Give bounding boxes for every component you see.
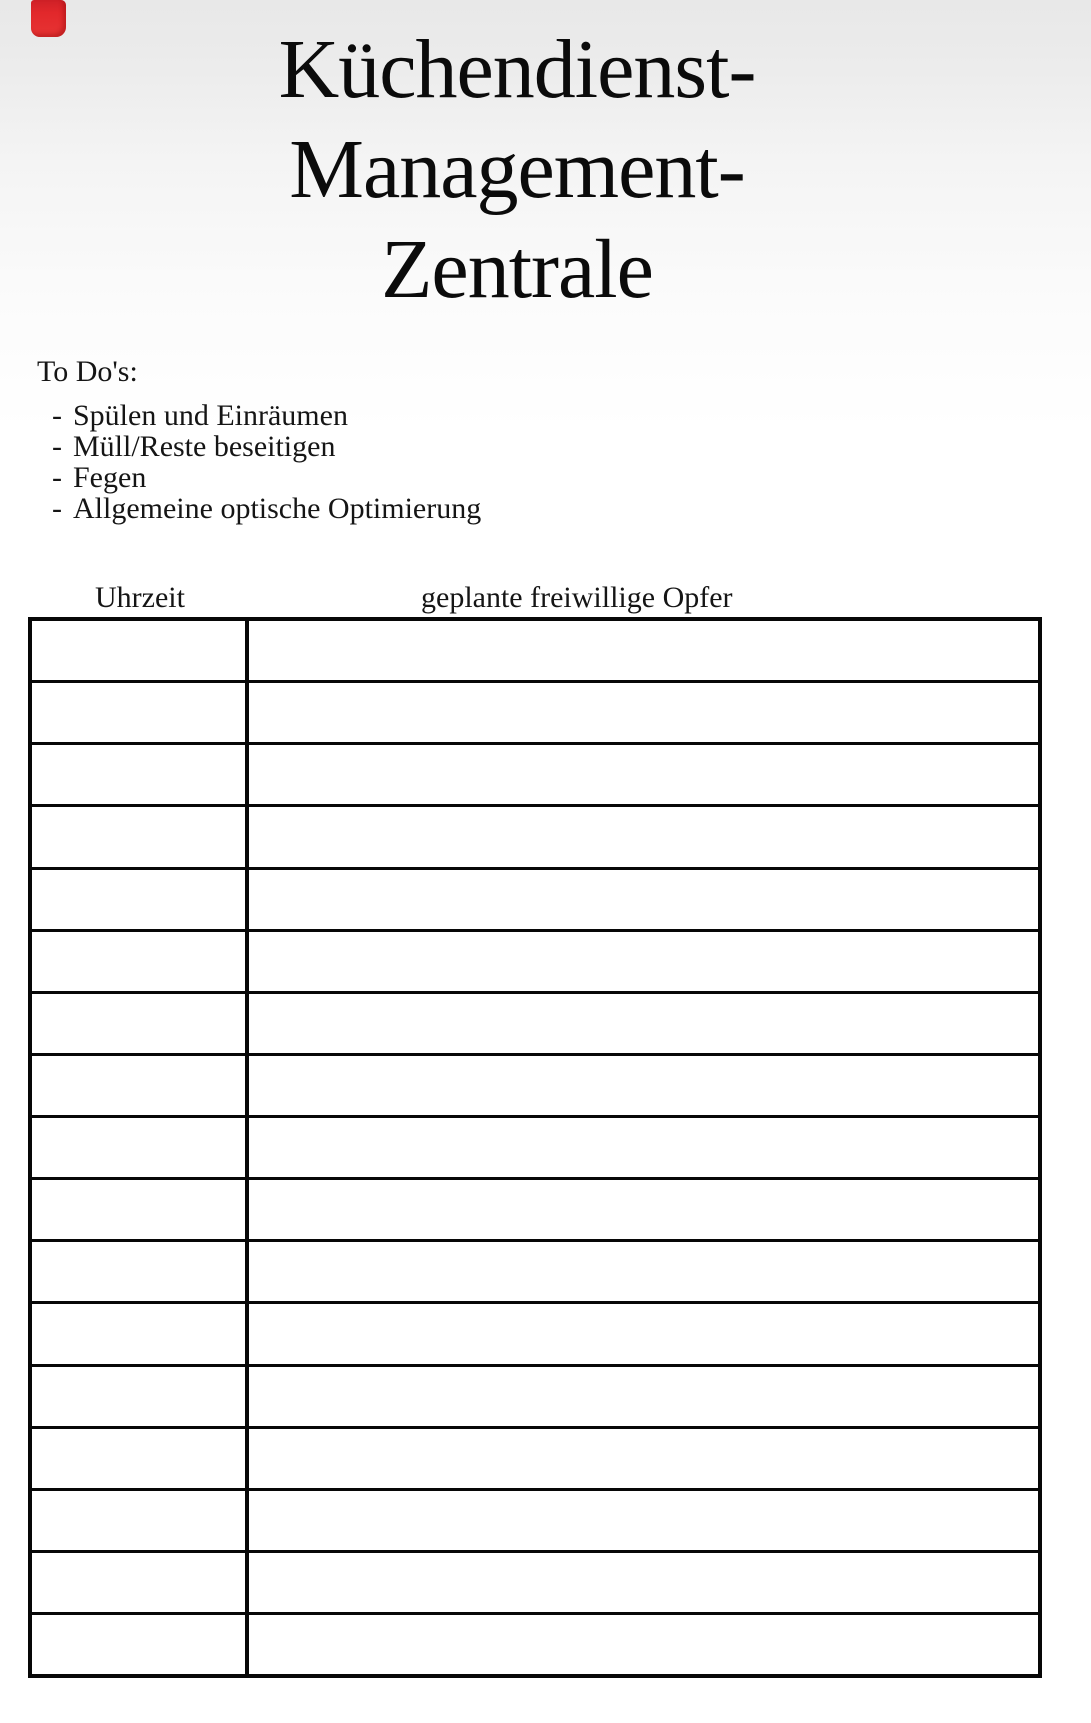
cell-uhrzeit: [32, 1118, 249, 1177]
column-header-uhrzeit: Uhrzeit: [95, 581, 185, 614]
cell-uhrzeit: [32, 1429, 249, 1488]
table-row: [32, 932, 1038, 994]
cell-opfer: [249, 1118, 1038, 1177]
schedule-table: [28, 617, 1042, 1678]
cell-uhrzeit: [32, 1056, 249, 1115]
todo-item-label: Allgemeine optische Optimierung: [73, 492, 482, 525]
bullet-dash: -: [52, 492, 62, 525]
table-row: [32, 1615, 1038, 1674]
title-line-1: Küchendienst-: [278, 23, 756, 116]
cell-opfer: [249, 621, 1038, 680]
cell-uhrzeit: [32, 1553, 249, 1612]
cell-opfer: [249, 1242, 1038, 1301]
cell-opfer: [249, 1429, 1038, 1488]
bullet-dash: -: [52, 430, 62, 463]
cell-uhrzeit: [32, 683, 249, 742]
bullet-dash: -: [52, 399, 62, 432]
cell-uhrzeit: [32, 932, 249, 991]
todo-item-label: Fegen: [73, 461, 147, 494]
cell-opfer: [249, 932, 1038, 991]
cell-uhrzeit: [32, 870, 249, 929]
todo-item: [52, 431, 481, 462]
cell-opfer: [249, 683, 1038, 742]
todos-heading: To Do's:: [37, 355, 138, 388]
table-row: [32, 1553, 1038, 1615]
todo-item: [52, 493, 481, 524]
todo-list: [52, 400, 481, 524]
cell-uhrzeit: [32, 1304, 249, 1363]
table-row: [32, 1367, 1038, 1429]
todo-item-label: Spülen und Einräumen: [73, 399, 348, 432]
column-header-opfer: geplante freiwillige Opfer: [421, 581, 733, 614]
cell-uhrzeit: [32, 1491, 249, 1550]
cell-uhrzeit: [32, 1615, 249, 1674]
cell-opfer: [249, 1553, 1038, 1612]
table-row: [32, 683, 1038, 745]
cell-opfer: [249, 994, 1038, 1053]
table-row: [32, 1491, 1038, 1553]
cell-uhrzeit: [32, 807, 249, 866]
cell-opfer: [249, 1304, 1038, 1363]
cell-opfer: [249, 1056, 1038, 1115]
table-row: [32, 1242, 1038, 1304]
cell-opfer: [249, 1367, 1038, 1426]
table-row: [32, 1429, 1038, 1491]
bullet-dash: -: [52, 461, 62, 494]
cell-opfer: [249, 1491, 1038, 1550]
page-title: [0, 20, 1034, 320]
todo-item-label: Müll/Reste beseitigen: [73, 430, 336, 463]
table-row: [32, 745, 1038, 807]
table-row: [32, 994, 1038, 1056]
title-line-2: Management-: [289, 123, 745, 216]
table-row: [32, 1180, 1038, 1242]
table-row: [32, 807, 1038, 869]
table-row: [32, 1056, 1038, 1118]
cell-opfer: [249, 807, 1038, 866]
todo-item: [52, 462, 481, 493]
cell-uhrzeit: [32, 621, 249, 680]
cell-opfer: [249, 745, 1038, 804]
table-row: [32, 1118, 1038, 1180]
cell-uhrzeit: [32, 1180, 249, 1239]
table-row: [32, 621, 1038, 683]
table-row: [32, 1304, 1038, 1366]
cell-uhrzeit: [32, 994, 249, 1053]
cell-uhrzeit: [32, 745, 249, 804]
cell-opfer: [249, 1180, 1038, 1239]
cell-uhrzeit: [32, 1242, 249, 1301]
table-row: [32, 870, 1038, 932]
cell-opfer: [249, 870, 1038, 929]
cell-opfer: [249, 1615, 1038, 1674]
cell-uhrzeit: [32, 1367, 249, 1426]
todo-item: [52, 400, 481, 431]
title-line-3: Zentrale: [381, 223, 653, 316]
